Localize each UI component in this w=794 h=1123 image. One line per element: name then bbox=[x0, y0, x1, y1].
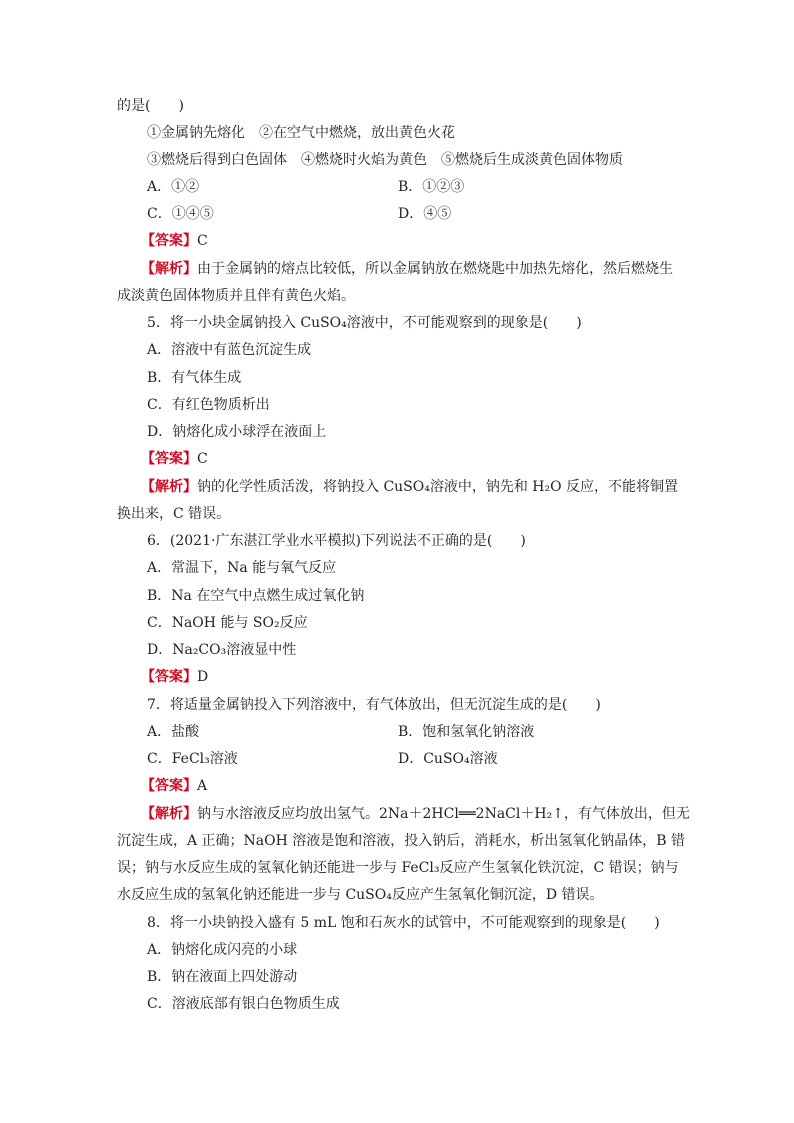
question-6-answer bbox=[141, 667, 208, 687]
question-5-answer bbox=[141, 449, 208, 469]
question-6-option-c: C．NaOH 能与 SO₂反应 bbox=[147, 615, 308, 631]
question-5-analysis-1 bbox=[141, 477, 678, 497]
question-4-analysis-2: 成淡黄色固体物质并且伴有黄色火焰。 bbox=[117, 288, 355, 304]
answer-tag: 【答案】 bbox=[141, 669, 197, 685]
question-6-stem: 6．(2021·广东湛江学业水平模拟)下列说法不正确的是( ) bbox=[147, 533, 526, 549]
question-7-option-d: D．CuSO₄溶液 bbox=[398, 751, 498, 767]
analysis-tag: 【解析】 bbox=[141, 261, 197, 277]
question-4-answer bbox=[141, 231, 208, 251]
question-5-stem: 5．将一小块金属钠投入 CuSO₄溶液中，不可能观察到的现象是( ) bbox=[147, 315, 582, 331]
question-7-option-a: A．盐酸 bbox=[147, 724, 200, 740]
question-8-option-a: A．钠熔化成闪亮的小球 bbox=[147, 942, 298, 958]
question-6-option-a: A．常温下，Na 能与氧气反应 bbox=[147, 560, 337, 576]
answer-value: C bbox=[197, 233, 208, 249]
answer-tag: 【答案】 bbox=[141, 233, 197, 249]
answer-value: D bbox=[197, 669, 209, 685]
question-7-analysis-1 bbox=[141, 804, 690, 824]
question-4-option-c: C．①④⑤ bbox=[147, 206, 214, 222]
question-4-statements-2: ③燃烧后得到白色固体 ④燃烧时火焰为黄色 ⑤燃烧后生成淡黄色固体物质 bbox=[147, 152, 623, 168]
question-5-option-b: B．有气体生成 bbox=[147, 370, 242, 386]
analysis-text: 钠的化学性质活泼，将钠投入 CuSO₄溶液中，钠先和 H₂O 反应，不能将铜置 bbox=[197, 479, 679, 495]
question-4-option-d: D．④⑤ bbox=[398, 206, 452, 222]
question-4-option-b: B．①②③ bbox=[398, 179, 465, 195]
question-7-analysis-3: 误；钠与水反应生成的氢氧化钠还能进一步与 FeCl₃反应产生氢氧化铁沉淀，C 错误；钠与 bbox=[117, 860, 679, 876]
question-5-option-a: A．溶液中有蓝色沉淀生成 bbox=[147, 342, 312, 358]
question-4-statements-1: ①金属钠先熔化 ②在空气中燃烧，放出黄色火花 bbox=[147, 125, 455, 141]
answer-tag: 【答案】 bbox=[141, 451, 197, 467]
analysis-text: 钠与水溶液反应均放出氢气。2Na＋2HCl══2NaCl＋H₂↑，有气体放出，但无 bbox=[197, 806, 690, 822]
analysis-tag: 【解析】 bbox=[141, 479, 197, 495]
question-7-option-c: C．FeCl₃溶液 bbox=[147, 751, 238, 767]
question-4-analysis-1 bbox=[141, 259, 673, 279]
question-8-option-b: B．钠在液面上四处游动 bbox=[147, 969, 298, 985]
answer-value: A bbox=[197, 778, 208, 794]
question-5-analysis-2: 换出来，C 错误。 bbox=[117, 506, 231, 522]
answer-value: C bbox=[197, 451, 208, 467]
question-4-stem-end: 的是( ) bbox=[117, 98, 184, 114]
question-7-answer bbox=[141, 776, 207, 796]
analysis-tag: 【解析】 bbox=[141, 806, 197, 822]
question-4-option-a: A．①② bbox=[147, 179, 200, 195]
question-6-option-b: B．Na 在空气中点燃生成过氧化钠 bbox=[147, 588, 365, 604]
question-5-option-c: C．有红色物质析出 bbox=[147, 397, 270, 413]
question-8-stem: 8．将一小块钠投入盛有 5 mL 饱和石灰水的试管中，不可能观察到的现象是( ) bbox=[147, 915, 660, 931]
question-8-option-c: C．溶液底部有银白色物质生成 bbox=[147, 996, 340, 1012]
question-7-stem: 7．将适量金属钠投入下列溶液中，有气体放出，但无沉淀生成的是( ) bbox=[147, 697, 601, 713]
question-7-option-b: B．饱和氢氧化钠溶液 bbox=[398, 724, 535, 740]
question-7-analysis-4: 水反应生成的氢氧化钠还能进一步与 CuSO₄反应产生氢氧化铜沉淀，D 错误。 bbox=[117, 887, 604, 903]
analysis-text: 由于金属钠的熔点比较低，所以金属钠放在燃烧匙中加热先熔化，然后燃烧生 bbox=[197, 261, 673, 277]
answer-tag: 【答案】 bbox=[141, 778, 197, 794]
question-6-option-d: D．Na₂CO₃溶液显中性 bbox=[147, 642, 297, 658]
question-5-option-d: D．钠熔化成小球浮在液面上 bbox=[147, 424, 327, 440]
question-7-analysis-2: 沉淀生成，A 正确；NaOH 溶液是饱和溶液，投入钠后，消耗水，析出氢氧化钠晶体，B 错 bbox=[117, 833, 686, 849]
